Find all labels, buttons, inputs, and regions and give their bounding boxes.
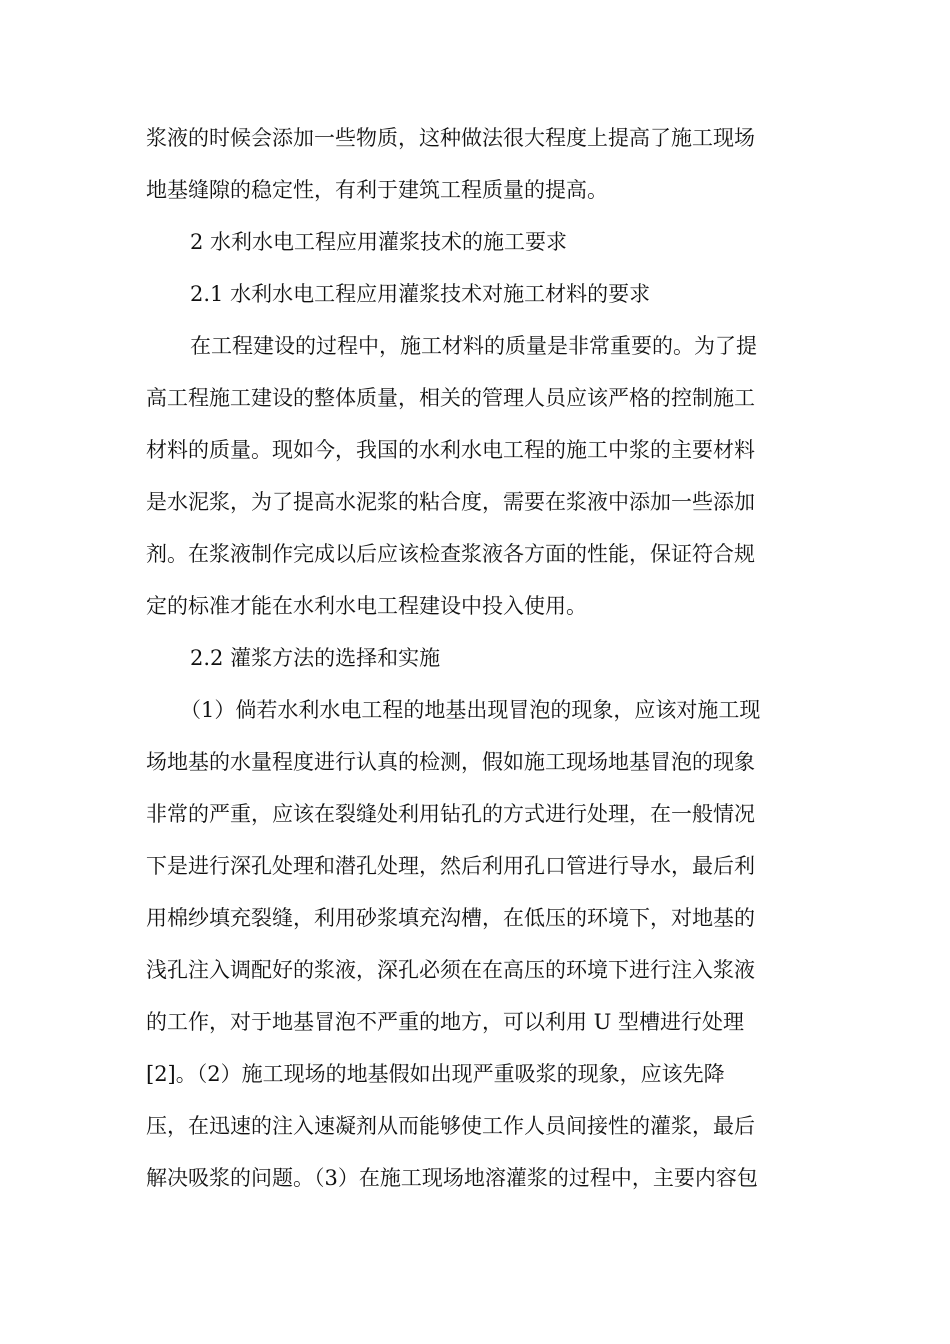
body-text-line: （1）倘若水利水电工程的地基出现冒泡的现象，应该对施工现: [180, 698, 761, 722]
section-heading: 2 水利水电工程应用灌浆技术的施工要求: [190, 230, 568, 254]
body-text-line: [2]。（2）施工现场的地基假如出现严重吸浆的现象，应该先降: [146, 1062, 725, 1086]
body-text-line: 高工程施工建设的整体质量，相关的管理人员应该严格的控制施工: [146, 386, 755, 410]
body-text-line: 场地基的水量程度进行认真的检测，假如施工现场地基冒泡的现象: [146, 750, 755, 774]
body-text-line: 地基缝隙的稳定性，有利于建筑工程质量的提高。: [146, 178, 608, 202]
body-text-line: 定的标准才能在水利水电工程建设中投入使用。: [146, 594, 587, 618]
body-text-line: 压，在迅速的注入速凝剂从而能够使工作人员间接性的灌浆，最后: [146, 1114, 755, 1138]
body-text-line: 非常的严重，应该在裂缝处利用钻孔的方式进行处理，在一般情况: [146, 802, 755, 826]
body-text-line: 在工程建设的过程中，施工材料的质量是非常重要的。为了提: [190, 334, 757, 358]
body-text-line: 浅孔注入调配好的浆液，深孔必须在在高压的环境下进行注入浆液: [146, 958, 755, 982]
body-text-line: 材料的质量。现如今，我国的水利水电工程的施工中浆的主要材料: [146, 438, 755, 462]
subsection-heading: 2.1 水利水电工程应用灌浆技术对施工材料的要求: [190, 282, 651, 306]
body-text-line: 剂。在浆液制作完成以后应该检查浆液各方面的性能，保证符合规: [146, 542, 755, 566]
body-text-line: 的工作，对于地基冒泡不严重的地方，可以利用 U 型槽进行处理: [146, 1010, 745, 1034]
body-text-line: 浆液的时候会添加一些物质，这种做法很大程度上提高了施工现场: [146, 126, 755, 150]
body-text-line: 用棉纱填充裂缝，利用砂浆填充沟槽，在低压的环境下，对地基的: [146, 906, 755, 930]
subsection-heading: 2.2 灌浆方法的选择和实施: [190, 646, 441, 670]
body-text-line: 是水泥浆，为了提高水泥浆的粘合度，需要在浆液中添加一些添加: [146, 490, 755, 514]
body-text-line: 下是进行深孔处理和潜孔处理，然后利用孔口管进行导水，最后利: [146, 854, 755, 878]
body-text-line: 解决吸浆的问题。（3）在施工现场地溶灌浆的过程中，主要内容包: [146, 1166, 758, 1190]
